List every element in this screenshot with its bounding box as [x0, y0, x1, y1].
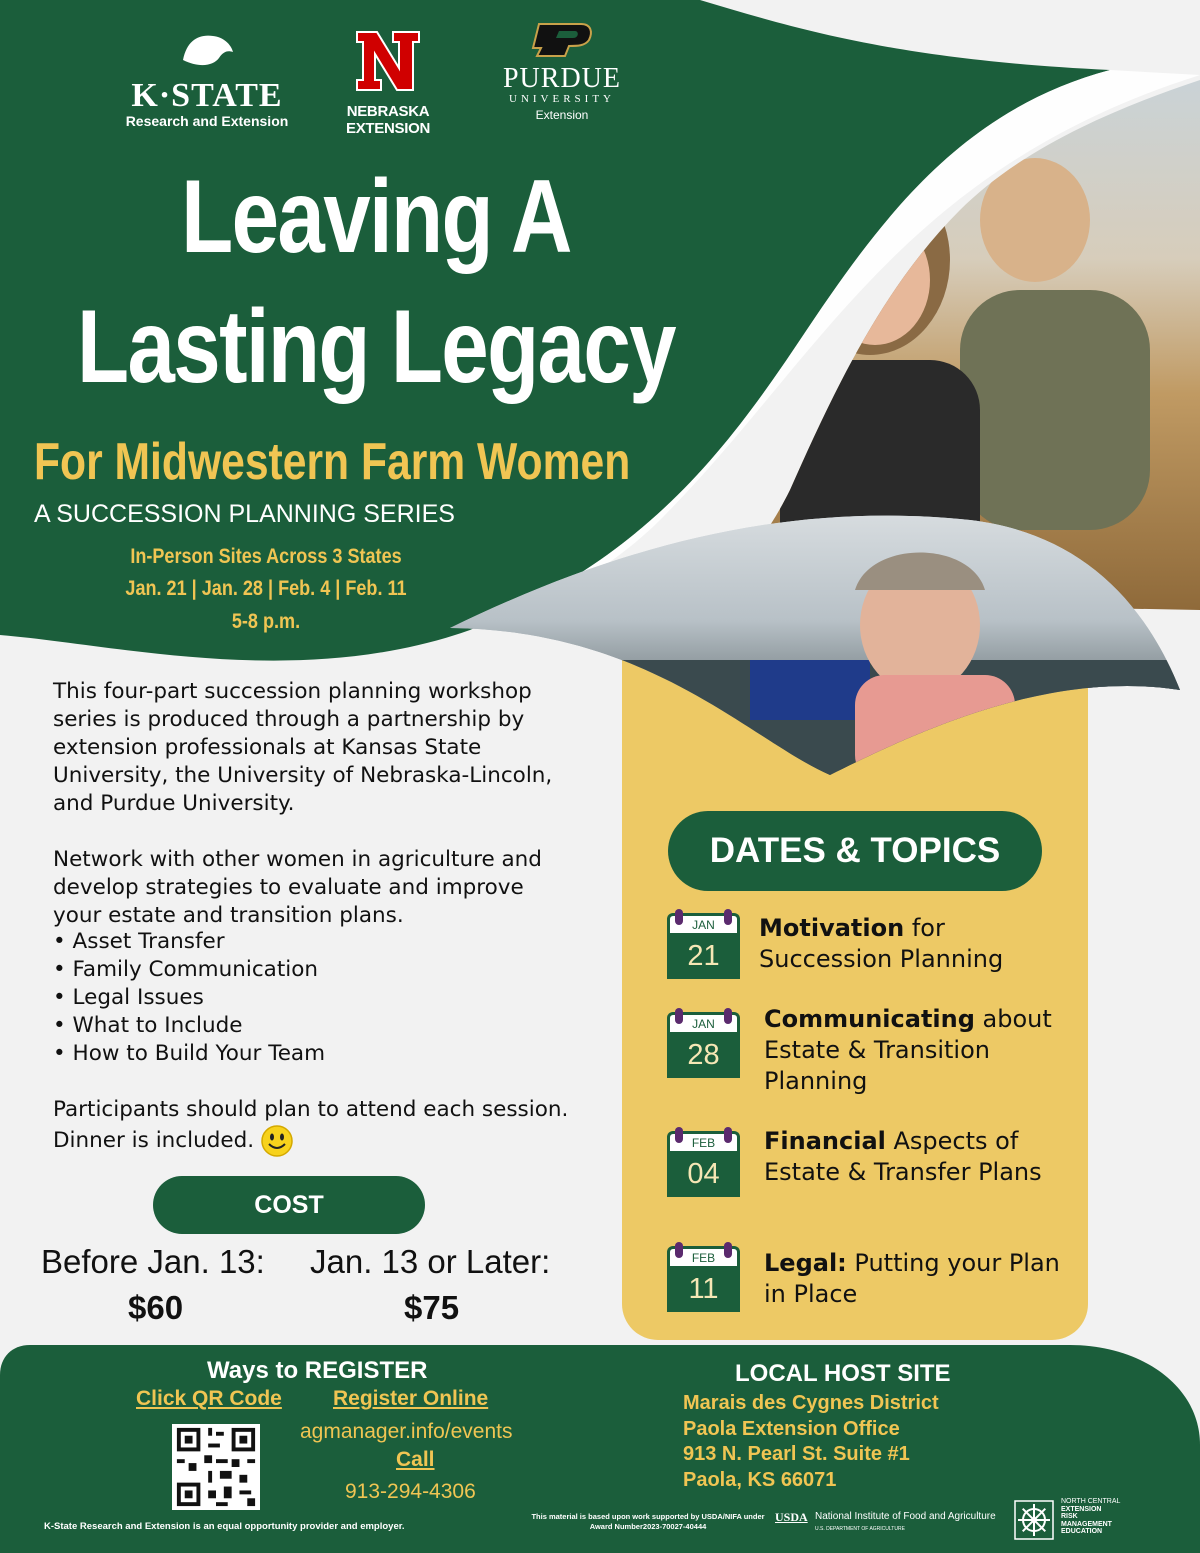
usda-logo: USDA: [775, 1510, 808, 1524]
calendar-icon: [667, 1127, 740, 1197]
equal-opportunity-statement: K-State Research and Extension is an equal opportunity provider and employer.: [44, 1521, 405, 1532]
nebraska-logo: [318, 28, 458, 137]
purdue-univ: UNIVERSITY: [509, 93, 615, 105]
late-price-label: Jan. 13 or Later:: [310, 1243, 551, 1280]
sites-info: In-Person Sites Across 3 States: [130, 545, 402, 568]
ncerme-line: RISK: [1061, 1513, 1078, 1520]
topic-rest: for Succession Planning: [759, 914, 1004, 973]
host-city: Paola, KS 66071: [683, 1469, 837, 1491]
click-qr-code-link[interactable]: Click QR Code: [136, 1387, 282, 1410]
cost-heading: COST: [153, 1176, 425, 1234]
register-url[interactable]: agmanager.info/events: [300, 1420, 513, 1443]
topic-rest: about Estate & Transition Planning: [764, 1005, 1052, 1095]
participants-paragraph: [53, 1096, 573, 1158]
late-price: $75: [404, 1289, 460, 1326]
topic-item: [764, 1004, 1064, 1097]
award-statement: This material is based upon work supported by USDA/NIFA under Award Number2023-70027-40444: [531, 1512, 765, 1531]
kstate-sub: Research and Extension: [125, 113, 289, 129]
title-line-2: Lasting Legacy: [77, 289, 675, 405]
call-link[interactable]: Call: [396, 1448, 435, 1471]
qr-code[interactable]: [172, 1424, 260, 1510]
calendar-icon: [667, 1242, 740, 1312]
intro-paragraph: This four-part succession planning workshop series is produced through a partnership by extension professionals at Kansas State University, the University of Nebraska-Lincoln, and Purdue University.: [53, 679, 553, 816]
kstate-logo: [118, 30, 296, 129]
calendar-icon: [667, 909, 740, 979]
topic-rest: Aspects of Estate & Transfer Plans: [764, 1127, 1042, 1186]
nifa-dept: U.S. DEPARTMENT OF AGRICULTURE: [815, 1526, 905, 1532]
nebraska-n-icon: [353, 28, 423, 94]
list-item: • What to Include: [53, 1012, 325, 1040]
dates-topics-heading: DATES & TOPICS: [668, 811, 1042, 891]
ncerme-line: EXTENSION: [1061, 1505, 1102, 1513]
register-phone[interactable]: 913-294-4306: [345, 1480, 476, 1503]
series-label: A SUCCESSION PLANNING SERIES: [34, 500, 455, 528]
purdue-logo: [498, 22, 626, 123]
register-heading: Ways to REGISTER: [207, 1357, 428, 1384]
topic-item: [764, 1248, 1064, 1310]
topic-item: [764, 1126, 1064, 1188]
host-site-heading: LOCAL HOST SITE: [735, 1360, 951, 1387]
purdue-ext: Extension: [535, 108, 589, 122]
calendar-day: 04: [667, 1151, 740, 1197]
purdue-name: PURDUE: [502, 63, 621, 94]
topic-bold: Communicating: [764, 1005, 975, 1033]
list-item: • Asset Transfer: [53, 928, 325, 956]
calendar-day: 28: [667, 1032, 740, 1078]
purdue-p-icon: [529, 22, 595, 58]
register-online-link[interactable]: Register Online: [333, 1387, 489, 1410]
topic-bold: Legal:: [764, 1249, 847, 1277]
list-item: • Legal Issues: [53, 984, 325, 1012]
title-line-1: Leaving A: [181, 159, 571, 275]
ncerme-line: EDUCATION: [1061, 1528, 1103, 1535]
early-price-label: Before Jan. 13:: [41, 1243, 265, 1280]
calendar-month: JAN: [667, 1012, 740, 1032]
nifa-logo-text: [815, 1511, 996, 1535]
topic-bold: Financial: [764, 1127, 886, 1155]
calendar-icon: [667, 1008, 740, 1078]
ncerme-line: NORTH CENTRAL: [1061, 1498, 1121, 1505]
calendar-day: 21: [667, 933, 740, 979]
topic-rest: Putting your Plan in Place: [764, 1249, 1060, 1308]
calendar-month: JAN: [667, 913, 740, 933]
list-item: • How to Build Your Team: [53, 1040, 325, 1068]
kstate-name: K·STATE: [131, 77, 283, 114]
host-street: 913 N. Pearl St. Suite #1: [683, 1443, 910, 1465]
participants-text: Participants should plan to attend each session. Dinner is included.: [53, 1097, 569, 1153]
calendar-day: 11: [667, 1266, 740, 1312]
topic-bullet-list: [53, 928, 325, 1068]
network-paragraph: Network with other women in agriculture and develop strategies to evaluate and improve your estate and transition plans.: [53, 847, 542, 928]
list-item: • Family Communication: [53, 956, 325, 984]
dates-info: Jan. 21 | Jan. 28 | Feb. 4 | Feb. 11: [125, 577, 407, 600]
host-office: Paola Extension Office: [683, 1418, 900, 1440]
host-district: Marais des Cygnes District: [683, 1392, 939, 1414]
wildcat-icon: [179, 30, 235, 70]
nebraska-sub: NEBRASKA EXTENSION: [346, 103, 430, 137]
calendar-month: FEB: [667, 1131, 740, 1151]
ncerme-logo-text: [1061, 1498, 1120, 1536]
nifa-name: National Institute of Food and Agriculture: [815, 1511, 996, 1522]
calendar-month: FEB: [667, 1246, 740, 1266]
smiley-icon: [260, 1124, 294, 1158]
topic-bold: Motivation: [759, 914, 905, 942]
subtitle: For Midwestern Farm Women: [34, 433, 631, 491]
ship-wheel-icon: [1014, 1500, 1054, 1540]
early-price: $60: [128, 1289, 184, 1326]
ncerme-line: MANAGEMENT: [1061, 1520, 1112, 1528]
time-info: 5-8 p.m.: [231, 610, 301, 633]
topic-item: [759, 913, 1059, 975]
